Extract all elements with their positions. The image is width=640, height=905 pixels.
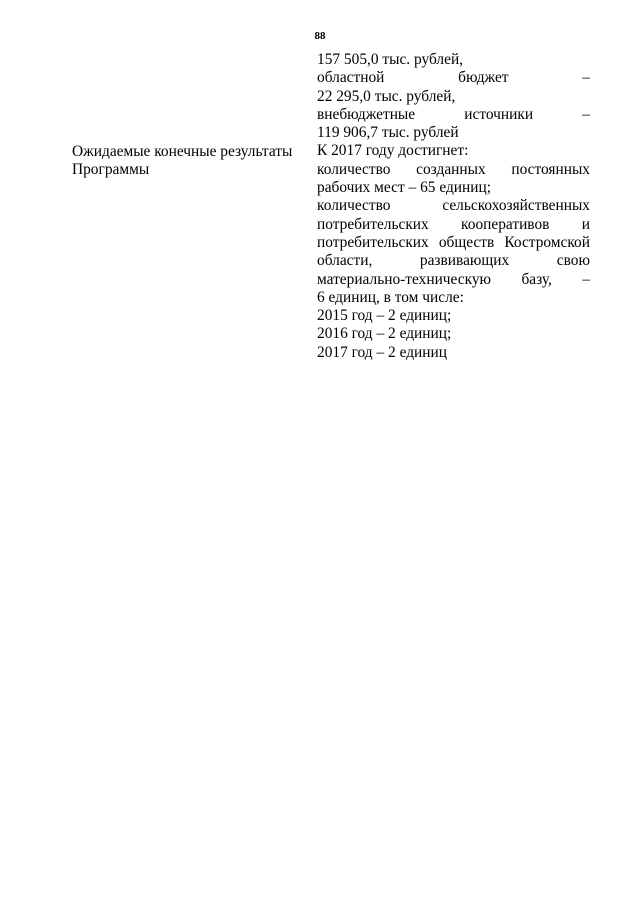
year-2017-line: 2017 год – 2 единиц bbox=[317, 343, 447, 361]
cooperatives-line: материально-техническую базу, – bbox=[317, 270, 590, 288]
funding-total-line: 157 505,0 тыс. рублей, bbox=[317, 51, 464, 68]
row-label-expected-results bbox=[72, 143, 307, 180]
regional-budget-label: областной бюджет – bbox=[317, 69, 590, 87]
cooperatives-line: потребительских кооперативов и bbox=[317, 215, 590, 233]
row-value-text bbox=[317, 51, 590, 362]
extrabudgetary-label: внебюджетные источники – bbox=[317, 105, 590, 123]
row-label-line: Ожидаемые конечные результаты bbox=[72, 143, 293, 160]
cooperatives-line: количество сельскохозяйственных bbox=[317, 197, 590, 215]
extrabudgetary-amount: 119 906,7 тыс. рублей bbox=[317, 124, 459, 142]
results-intro: К 2017 году достигнет: bbox=[317, 142, 469, 160]
jobs-created-line: количество созданных постоянных bbox=[317, 160, 590, 178]
cooperatives-line: потребительских обществ Костромской bbox=[317, 233, 590, 251]
year-2016-line: 2016 год – 2 единиц; bbox=[317, 325, 452, 343]
regional-budget-amount: 22 295,0 тыс. рублей, bbox=[317, 87, 456, 105]
jobs-created-value: рабочих мест – 65 единиц; bbox=[317, 179, 491, 197]
year-2015-line: 2015 год – 2 единиц; bbox=[317, 307, 452, 325]
row-label-line: Программы bbox=[72, 161, 150, 179]
page-number: 88 bbox=[314, 30, 326, 42]
cooperatives-value: 6 единиц, в том числе: bbox=[317, 288, 464, 306]
cooperatives-line: области, развивающих свою bbox=[317, 252, 590, 270]
